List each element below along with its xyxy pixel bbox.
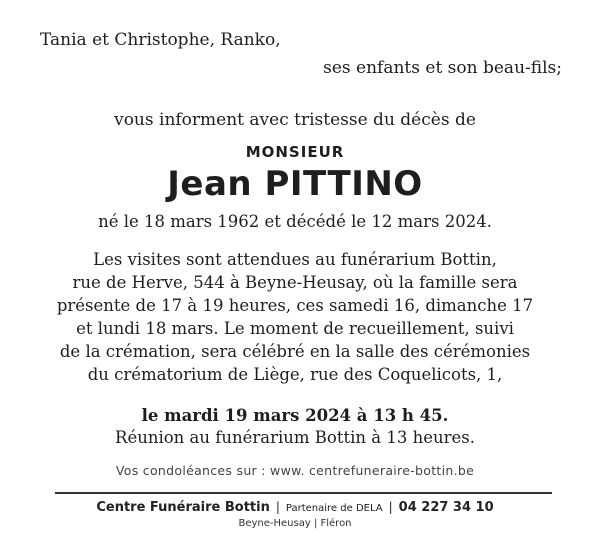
condolences-link: Vos condoléances sur : www. centrefuneraire-bottin.be — [115, 463, 475, 478]
deceased-name: Jean PITTINO — [167, 164, 423, 204]
footer-locations: Beyne-Heusay | Fléron — [238, 518, 352, 529]
details-line: rue de Herve, 544 à Beyne-Heusay, où la famille sera — [72, 273, 518, 292]
footer-info — [0, 500, 590, 515]
details-line: de la crémation, sera célébré en la salle des cérémonies — [59, 342, 531, 361]
details-line: Les visites sont attendues au funérarium Bottin, — [93, 250, 497, 269]
footer-divider — [55, 492, 552, 494]
honorific-title: MONSIEUR — [245, 143, 345, 161]
company-name: Centre Funéraire Bottin — [96, 500, 270, 515]
details-line: du crématorium de Liège, rue des Coquelicots, 1, — [87, 365, 503, 384]
details-line: présente de 17 à 19 heures, ces samedi 16, dimanche 17 — [56, 296, 534, 315]
footer-separator: | — [388, 500, 393, 514]
birth-death-dates: né le 18 mars 1962 et décédé le 12 mars 2024. — [98, 212, 492, 231]
relation-line: ses enfants et son beau-fils; — [323, 58, 562, 78]
ceremony-datetime: le mardi 19 mars 2024 à 13 h 45. — [141, 406, 449, 425]
footer-separator: | — [275, 500, 280, 514]
families-line: Tania et Christophe, Ranko, — [40, 30, 281, 50]
partner-label: Partenaire de DELA — [285, 503, 383, 514]
details-line: et lundi 18 mars. Le moment de recueillement, suivi — [76, 319, 514, 338]
phone-number: 04 227 34 10 — [398, 500, 494, 515]
inform-line: vous informent avec tristesse du décès de — [114, 110, 476, 130]
details-line: Réunion au funérarium Bottin à 13 heures. — [115, 428, 475, 447]
